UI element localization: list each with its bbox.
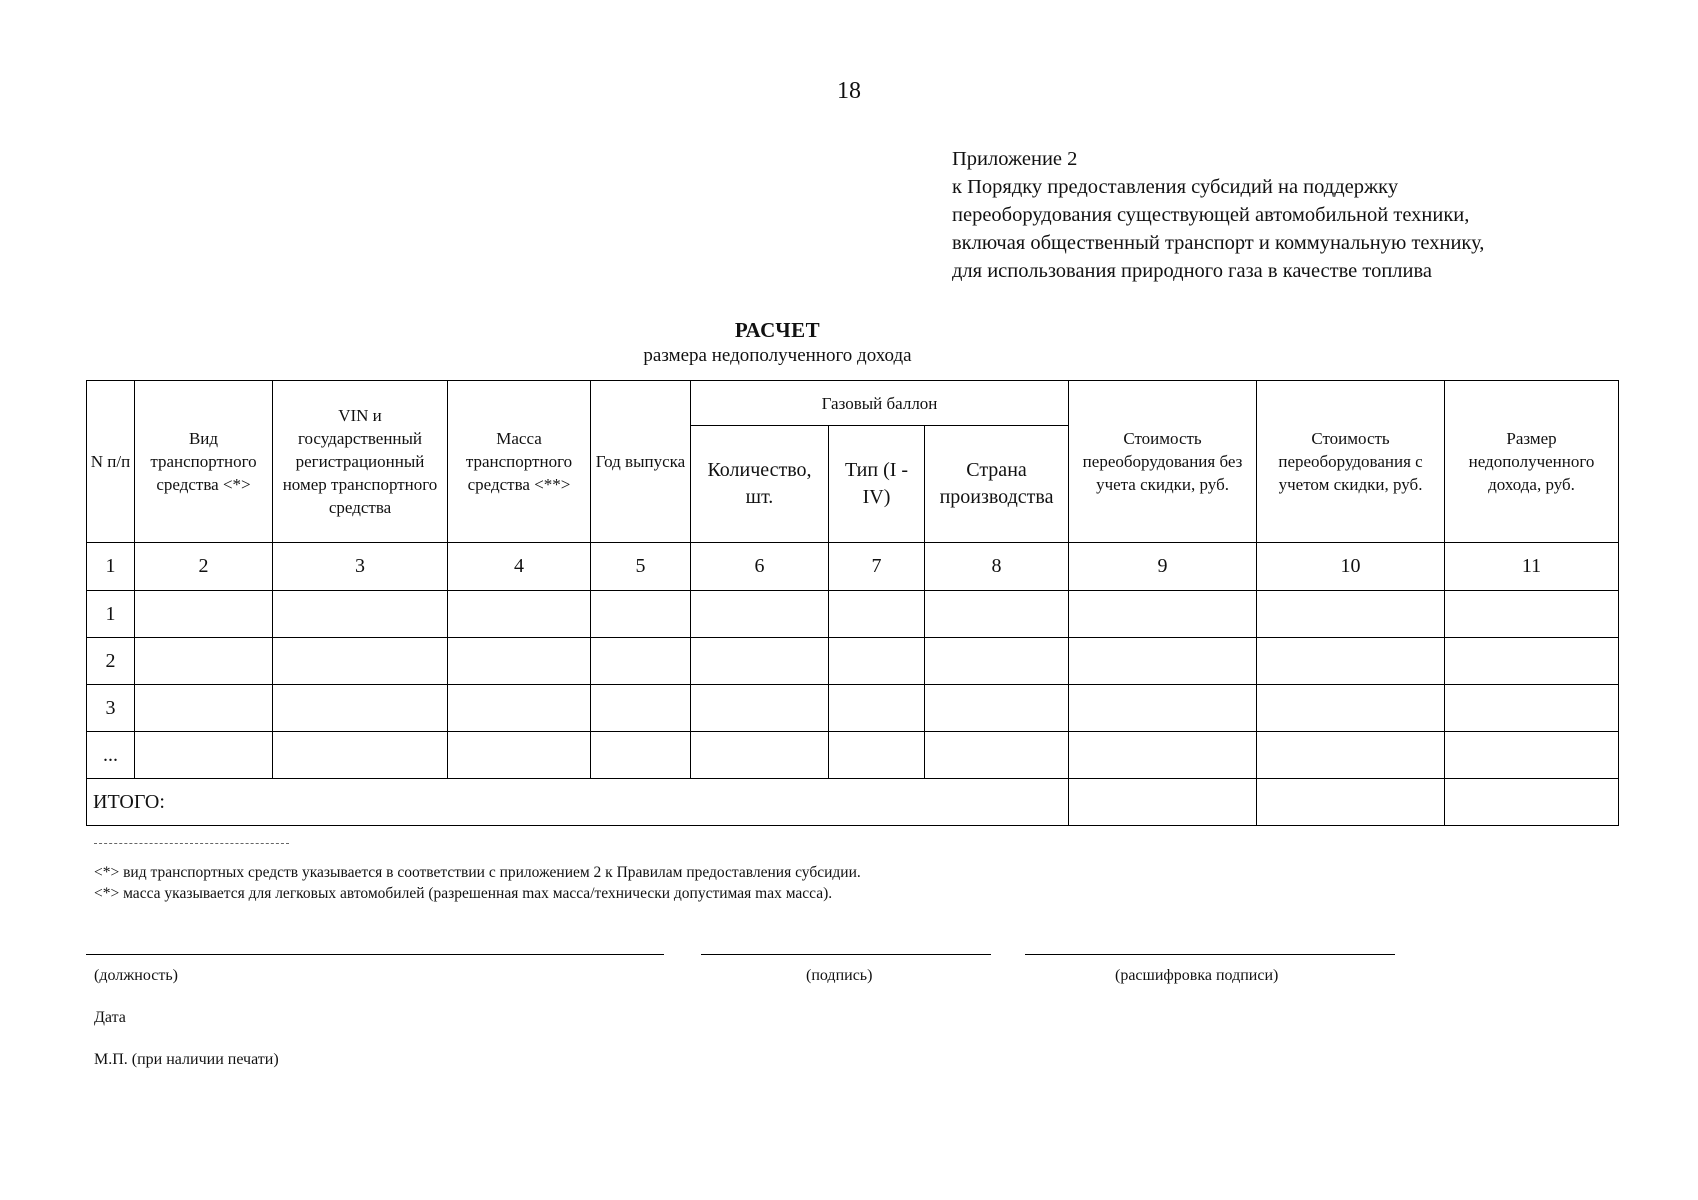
column-number: 6: [691, 543, 829, 591]
table-cell: [448, 638, 591, 685]
table-cell: [591, 732, 691, 779]
total-row: [87, 779, 1619, 826]
table-cell: [691, 591, 829, 638]
table-cell: [925, 591, 1069, 638]
table-cell: [691, 732, 829, 779]
table-cell: [273, 591, 448, 638]
date-label: Дата: [94, 1009, 126, 1026]
table-cell: [829, 732, 925, 779]
table-cell: [1257, 732, 1445, 779]
table-cell: [829, 638, 925, 685]
footnote-separator: [94, 843, 289, 844]
column-number: 9: [1069, 543, 1257, 591]
header-cell: Стоимость переоборудования с учетом скидки, руб.: [1257, 381, 1445, 543]
total-cell: [1257, 779, 1445, 826]
column-number: 11: [1445, 543, 1619, 591]
table-cell: [1445, 732, 1619, 779]
table-cell: [1069, 685, 1257, 732]
column-number: 3: [273, 543, 448, 591]
calculation-table: [86, 380, 1619, 826]
header-group-cell: Газовый баллон: [691, 381, 1069, 426]
appendix-line: Приложение 2: [952, 148, 1078, 170]
header-cell: Размер недополученного дохода, руб.: [1445, 381, 1619, 543]
header-cell: Год выпуска: [591, 381, 691, 543]
row-number: ...: [87, 732, 135, 779]
table-cell: [135, 638, 273, 685]
table-cell: [448, 591, 591, 638]
position-label: (должность): [94, 967, 178, 984]
document-title: РАСЧЕТ: [734, 318, 821, 342]
table-row: [87, 685, 1619, 732]
appendix-line: переоборудования существующей автомобильной техники,: [952, 204, 1470, 226]
table-cell: [829, 591, 925, 638]
table-cell: [1445, 638, 1619, 685]
footnote: <*> вид транспортных средств указывается в соответствии с приложением 2 к Правилам предоставления субсидии.: [94, 864, 861, 881]
column-number: 1: [87, 543, 135, 591]
footnote: <*> масса указывается для легковых автомобилей (разрешенная max масса/технически допустимая max масса).: [94, 885, 833, 902]
table-cell: [273, 685, 448, 732]
document-subtitle: размера недополученного дохода: [643, 345, 912, 366]
table-cell: [691, 685, 829, 732]
page-number: 18: [837, 78, 861, 104]
table-cell: [273, 732, 448, 779]
table-cell: [135, 685, 273, 732]
signature-decoding-line: [1025, 954, 1395, 955]
table-cell: [691, 638, 829, 685]
table-cell: [448, 732, 591, 779]
header-row: [87, 381, 1619, 426]
header-cell: Страна производства: [925, 426, 1069, 543]
table-row: [87, 732, 1619, 779]
appendix-line: включая общественный транспорт и коммунальную технику,: [952, 232, 1485, 254]
table-cell: [1069, 638, 1257, 685]
column-number: 10: [1257, 543, 1445, 591]
table-cell: [925, 638, 1069, 685]
column-number: 5: [591, 543, 691, 591]
table-cell: [1069, 732, 1257, 779]
total-label: ИТОГО:: [87, 779, 1069, 826]
column-number: 2: [135, 543, 273, 591]
table-cell: [1257, 685, 1445, 732]
table-cell: [829, 685, 925, 732]
table-cell: [135, 591, 273, 638]
table-cell: [1445, 591, 1619, 638]
table-cell: [1445, 685, 1619, 732]
table-cell: [925, 685, 1069, 732]
header-cell: Масса транспортного средства <**>: [448, 381, 591, 543]
appendix-line: для использования природного газа в качестве топлива: [952, 260, 1433, 282]
signature-label: (подпись): [806, 967, 873, 984]
header-cell: Количество, шт.: [691, 426, 829, 543]
signature-decoding-label: (расшифровка подписи): [1115, 967, 1279, 984]
column-number: 8: [925, 543, 1069, 591]
table-cell: [1069, 591, 1257, 638]
table-cell: [591, 591, 691, 638]
table-cell: [273, 638, 448, 685]
header-cell: N п/п: [87, 381, 135, 543]
total-cell: [1069, 779, 1257, 826]
table-cell: [591, 638, 691, 685]
header-cell: Тип (I - IV): [829, 426, 925, 543]
table-row: [87, 638, 1619, 685]
column-number: 4: [448, 543, 591, 591]
row-number: 1: [87, 591, 135, 638]
footnotes: [94, 862, 861, 904]
table-cell: [1257, 638, 1445, 685]
table-cell: [925, 732, 1069, 779]
column-number-row: [87, 543, 1619, 591]
table-cell: [1257, 591, 1445, 638]
row-number: 3: [87, 685, 135, 732]
stamp-label: М.П. (при наличии печати): [94, 1051, 279, 1068]
table-cell: [135, 732, 273, 779]
header-cell: Вид транспортного средства <*>: [135, 381, 273, 543]
signature-line: [701, 954, 991, 955]
row-number: 2: [87, 638, 135, 685]
table-cell: [448, 685, 591, 732]
appendix-line: к Порядку предоставления субсидий на поддержку: [952, 176, 1399, 198]
header-cell: VIN и государственный регистрационный номер транспортного средства: [273, 381, 448, 543]
position-line: [86, 954, 664, 955]
header-cell: Стоимость переоборудования без учета скидки, руб.: [1069, 381, 1257, 543]
column-number: 7: [829, 543, 925, 591]
table-row: [87, 591, 1619, 638]
table-cell: [591, 685, 691, 732]
appendix-header: [952, 145, 1484, 285]
total-cell: [1445, 779, 1619, 826]
